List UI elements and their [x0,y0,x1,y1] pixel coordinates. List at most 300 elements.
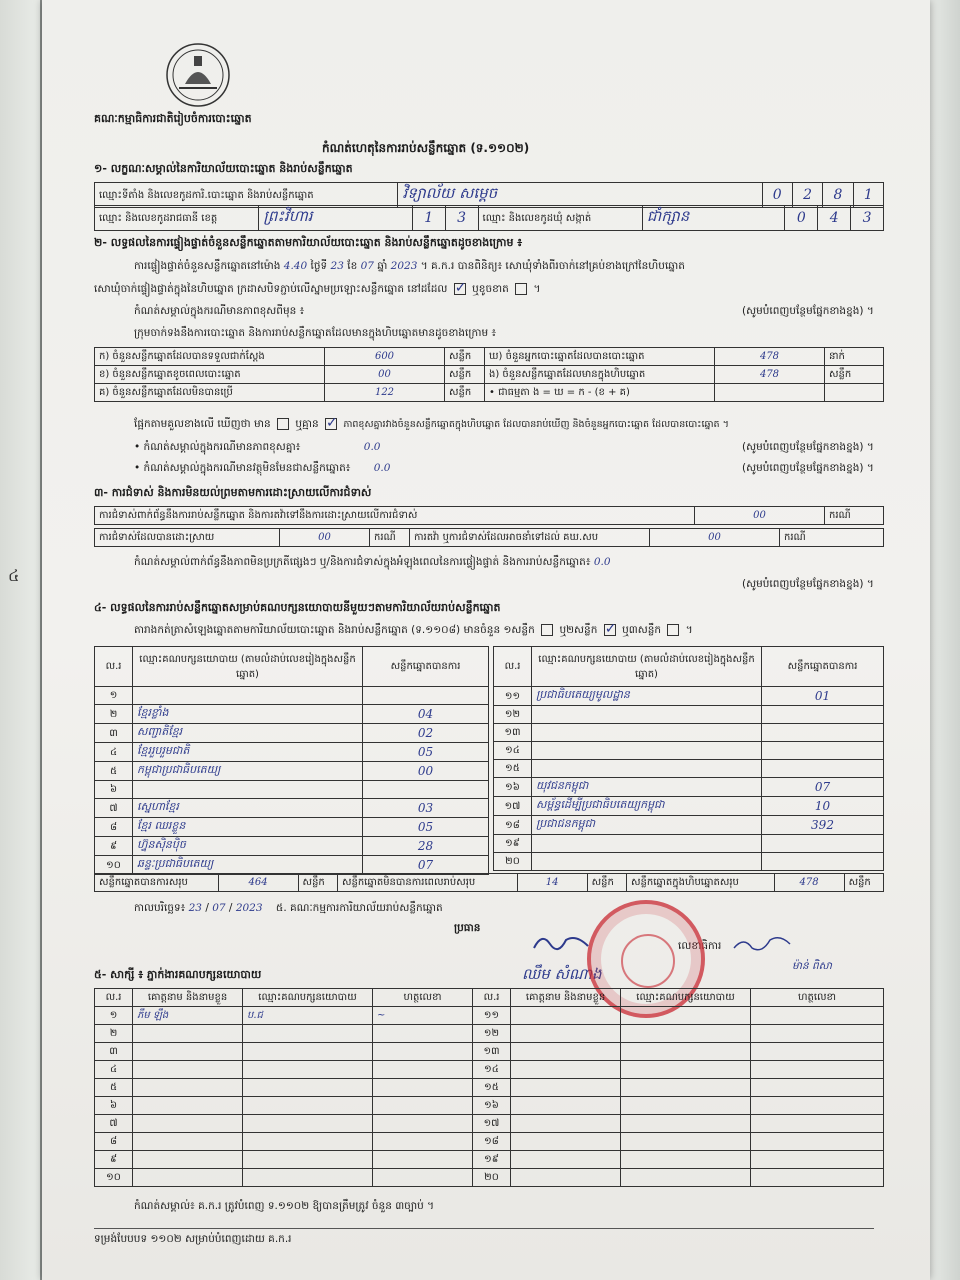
objection-value: 00 [695,507,825,525]
objection-unit: ករណី [825,507,884,525]
table-row [95,762,489,781]
witness-party [621,1079,751,1097]
station-digit: 8 [823,183,853,208]
witness-signature [373,1169,473,1187]
party-name: ខ្មែររួបរួមជាតិ [133,743,363,762]
damaged-checkbox [515,283,527,295]
appeal-label: ការតវ៉ា ឬការជំទាស់ដែលអាចនាំទៅដល់ គឃ.សប [410,529,650,547]
appeal-unit: ករណី [780,529,884,547]
witness-number: ១២ [473,1025,511,1043]
form-footer: ទម្រង់បែបបទ ១១០២ សម្រាប់បំពេញដោយ គ.ក.រ [94,1228,874,1248]
party-number: ១៦ [494,778,532,797]
witness-signature [751,1133,884,1151]
party-name: យុវជនកម្ពុជា [532,778,762,797]
intact-checkbox [454,283,466,295]
table-row [95,1115,884,1133]
witness-signature [373,1097,473,1115]
witness-party [621,1169,751,1187]
party-number: ១ [95,687,133,705]
witness-name [511,1061,621,1079]
ballot-label: ឃ) ចំនួនអ្នកបោះឆ្នោតដែលបានបោះឆ្នោត [485,348,715,366]
witness-signature: ~ [373,1007,473,1025]
ballot-unit: សន្លឹក [445,384,485,402]
witness-name [511,1133,621,1151]
table-row [494,706,884,724]
table-row [494,760,884,778]
table-row [95,1079,884,1097]
party-number: ១៨ [494,816,532,835]
resolved-unit: ករណី [370,529,410,547]
witness-name [511,1025,621,1043]
table-row [494,778,884,797]
seal-text: សោឃុំចាក់ផ្ទៀងផ្ទាត់ក្នុងនៃហិបឆ្នោត ក្រដាសបិទភ្ជាប់លើស្នាមប្រឡោះសន្លឹកឆ្នោត នៅដដែល [94,283,448,295]
verify-text: ខែ [347,260,358,272]
totals-table [94,873,884,892]
party-number: ២ [95,705,133,724]
total-valid-label: សន្លឹកឆ្នោតបានការសរុប [95,874,219,892]
col-party: ឈ្មោះគណបក្សនយោបាយ (តាមលំដាប់លេខរៀងក្នុងសន្លឹកឆ្នោត) [532,647,762,687]
province-label: ឈ្មោះ និងលេខកូដរាជធានី ខេត្ត [95,206,259,231]
witness-name [511,1097,621,1115]
party-number: ៧ [95,799,133,818]
total-box: 478 [774,874,844,892]
ballot-count-table [94,347,884,402]
party-votes [762,742,884,760]
bullet1-value: 0.0 [363,441,381,453]
ballot-unit [825,384,884,402]
unit: សន្លឹក [844,874,883,892]
chair-label: ប្រធាន [454,922,481,934]
verify-text: ការផ្ទៀងផ្ទាត់ចំនួនសន្លឹកឆ្នោតនៅម៉ោង [134,260,281,272]
party-votes: 10 [762,797,884,816]
station-label: ឈ្មោះទីតាំង និងលេខកូដការិ.បោះឆ្នោត និងរាប់សន្លឹកឆ្នោត [95,183,398,208]
party-votes: 01 [762,687,884,706]
party-votes [762,835,884,853]
ballot-unit: សន្លឹក [445,348,485,366]
party-number: ៨ [95,818,133,837]
party-number: ៤ [95,743,133,762]
sheet3-text: ឬ៣សន្លឹក [622,624,662,636]
witness-number: ១៦ [473,1097,511,1115]
witness-name [133,1043,243,1061]
table-row [95,743,489,762]
party-name: សម្ព័ន្ធដើម្បីប្រជាធិបតេយ្យកម្ពុជា [532,797,762,816]
party-number: ១៩ [494,835,532,853]
party-votes: 07 [762,778,884,797]
col-no: ល.រ [473,989,511,1007]
total-box-label: សន្លឹកឆ្នោតក្នុងហិបឆ្នោតសរុប [626,874,774,892]
ballot-value: 600 [325,348,445,366]
diff-tail: ភាពខុសគ្នារវាងចំនួនសន្លឹកឆ្នោតក្នុងហិបឆ្នោត ដែលបានរាប់ឃើញ និងចំនួនអ្នកបោះឆ្នោត ដែលបានបោះឆ្នោត ។ [343,419,729,430]
party-votes: 07 [363,856,489,875]
unit: សន្លឹក [587,874,626,892]
witness-name [133,1061,243,1079]
station-digit: 1 [853,183,883,208]
witness-number: ២ [95,1025,133,1043]
objection-table-2 [94,528,884,547]
table-row [494,724,884,742]
table-row [494,853,884,871]
col-no: ល.រ [494,647,532,687]
party-name [133,781,363,799]
ballot-row [95,384,884,402]
commune-label: ឈ្មោះ និងលេខកូដឃុំ សង្កាត់ [478,206,642,231]
party-votes [762,724,884,742]
date-label: កាលបរិច្ឆេទ៖ [134,902,186,914]
party-name: សញ្ជាតិខ្មែរ [133,724,363,743]
table-row [494,797,884,816]
table-row [95,1007,884,1025]
bullet1-line [134,441,380,456]
witness-party: ប.ជ [243,1007,373,1025]
witness-signature [373,1025,473,1043]
witness-name [133,1169,243,1187]
bullet1-text: • កំណត់សម្គាល់ក្នុងករណីមានភាពខុសគ្នា៖ [134,441,301,453]
witness-signature [373,1079,473,1097]
witness-name [133,1151,243,1169]
ballot-label: ក) ចំនួនសន្លឹកឆ្នោតដែលបានទទួលជាក់ស្តែង [95,348,325,366]
witness-signature [751,1097,884,1115]
note-hint: (សូមបំពេញបន្ថែមផ្នែកខាងខ្នង) ។ [742,305,874,317]
party-name [532,742,762,760]
witness-signature [373,1115,473,1133]
section4-title: ៤- លទ្ធផលនៃការរាប់សន្លឹកឆ្នោតសម្រាប់គណបក្សនយោបាយនីមួយៗតាមការិយាល័យរាប់សន្លឹកឆ្នោត [94,601,501,614]
witness-signature [751,1061,884,1079]
date-line: កាលបរិច្ឆេទ៖ 23 / 07 / 2023 ៥. គណៈកម្មការការិយាល័យរាប់សន្លឹកឆ្នោត [134,902,443,914]
witness-name [511,1079,621,1097]
witness-number: ៤ [95,1061,133,1079]
party-name: កម្ពុជាប្រជាធិបតេយ្យ [133,762,363,781]
commune-digit: 0 [785,206,818,231]
party-number: ១៥ [494,760,532,778]
ballot-row [95,348,884,366]
province-digit: 1 [412,206,445,231]
org-name: គណៈកម្មាធិការជាតិរៀបចំការបោះឆ្នោត [94,112,252,125]
witness-number: ៣ [95,1043,133,1061]
col-votes: សន្លឹកឆ្នោតបានការ [762,647,884,687]
witness-signature [751,1115,884,1133]
verify-year: 2023 [390,260,418,272]
party-number: ១៧ [494,797,532,816]
party-number: ១១ [494,687,532,706]
witness-name [511,1043,621,1061]
resolved-label: ការជំទាស់ដែលបានដោះស្រាយ [95,529,280,547]
ballot-label: ង) ចំនួនសន្លឹកឆ្នោតដែលមានក្នុងហិបឆ្នោត [485,366,715,384]
table-row [95,1061,884,1079]
witness-number: ៧ [95,1115,133,1133]
ballot-value: 478 [715,348,825,366]
witness-party [243,1025,373,1043]
witness-party [243,1079,373,1097]
ballot-unit: សន្លឹក [445,366,485,384]
witness-party [621,1151,751,1169]
witness-name [511,1169,621,1187]
damaged-text: ឬខូចខាត [472,283,509,295]
party-votes: 00 [363,762,489,781]
witness-party [243,1097,373,1115]
witness-number: ១០ [95,1169,133,1187]
table-row [95,837,489,856]
irregularity-text: កំណត់សម្គាល់ពាក់ព័ន្ធនឹងភាពមិនប្រក្រតីផ្សេងៗ ឬ/និងការជំទាស់ក្នុងអំឡុងពេលនៃការផ្ទៀងផ្ទាត់ និងការរាប់សន្លឹកឆ្នោត៖ [134,556,591,568]
party-votes [762,853,884,871]
witness-party [243,1043,373,1061]
party-name: ហ្វ៊ុនស៊ិនប៉ិច [133,837,363,856]
table-row [95,724,489,743]
ballot-value [715,384,825,402]
margin-mark: ៤ [8,566,20,585]
tally-intro: តារាងកត់ត្រាសំឡេងឆ្នោតតាមការិយាល័យបោះឆ្នោត និងរាប់សន្លឹកឆ្នោត (ទ.១១០៨) មានចំនួន ១សន្លឹក [134,624,535,636]
footnote: កំណត់សម្គាល់៖ គ.ក.រ ត្រូវបំពេញ ទ.១១០២ ឱ្យបានត្រឹមត្រូវ ចំនួន ៣ច្បាប់ ។ [134,1200,435,1212]
irregularity-value: 0.0 [593,556,611,568]
irregularity-note: (សូមបំពេញបន្ថែមផ្នែកខាងខ្នង) ។ [742,578,874,590]
witness-signature [373,1061,473,1079]
province-digit: 3 [445,206,478,231]
witness-party [243,1151,373,1169]
ballot-value: 122 [325,384,445,402]
commune-digit: 4 [818,206,851,231]
form-sheet [42,0,930,1280]
diff-text: ផ្អែកតាមគួលខាងលើ ឃើញថា មាន [134,418,271,430]
section1-table-row2 [94,205,884,231]
party-votes: 05 [363,743,489,762]
bullet1-note: (សូមបំពេញបន្ថែមផ្នែកខាងខ្នង) ។ [742,441,874,453]
party-number: ៥ [95,762,133,781]
chair-signature [532,930,592,954]
party-number: ២០ [494,853,532,871]
witness-name [133,1079,243,1097]
witness-number: ១១ [473,1007,511,1025]
witness-name [133,1115,243,1133]
witness-party [243,1133,373,1151]
witness-party [621,1007,751,1025]
table-row [95,799,489,818]
diff-yes-checkbox [277,418,289,430]
diff-no-checkbox [325,418,337,430]
note-line [134,305,304,320]
witness-signature [373,1151,473,1169]
bullet2-value: 0.0 [373,462,391,474]
table-row [95,1151,884,1169]
witness-party [243,1061,373,1079]
sheet3-checkbox [667,624,679,636]
col-party: ឈ្មោះគណបក្សនយោបាយ [621,989,751,1007]
province-value: ព្រះវិហារ [259,206,412,231]
col-no: ល.រ [95,647,133,687]
objection-label: ការជំទាស់ពាក់ព័ន្ធនឹងការរាប់សន្លឹកឆ្នោត និងការតវ៉ាទៅនឹងការដោះស្រាយលើការជំទាស់ [95,507,695,525]
note-text: កំណត់សម្គាល់ក្នុងករណីមានភាពខុសពីមុន ៖ [134,305,305,317]
table-row [95,687,489,705]
emblem-icon [165,42,231,108]
table-row [95,1025,884,1043]
witness-signature [751,1043,884,1061]
party-number: ១០ [95,856,133,875]
section5-title: ៥- សាក្សី ៖ ភ្នាក់ងារគណបក្សនយោបាយ [94,968,262,981]
unit: សន្លឹក [298,874,337,892]
witness-name: ភឹម ឡឹង [133,1007,243,1025]
secretary-signature-name: ម៉ាន់ ពិសា [792,960,832,972]
table-row [494,687,884,706]
witness-party [621,1097,751,1115]
party-votes: 03 [363,799,489,818]
witness-signature [373,1043,473,1061]
table-row [494,742,884,760]
sheet2-text: ឬ២សន្លឹក [559,624,598,636]
witness-number: ១ [95,1007,133,1025]
total-invalid-label: សន្លឹកឆ្នោតមិនបានការពេលរាប់សរុប [337,874,517,892]
table-row [95,1097,884,1115]
party-votes: 04 [363,705,489,724]
bullet2-text: • កំណត់សម្គាល់ក្នុងករណីមានវត្ថុមិនមែនជាសន្លឹកឆ្នោត៖ [134,462,351,474]
party-name: ខ្មែរខ្លាំង [133,705,363,724]
party-name: ស្នេហាខ្មែរ [133,799,363,818]
witness-party [243,1169,373,1187]
witness-number: ១៤ [473,1061,511,1079]
results-table-right [493,646,884,871]
col-no: ល.រ [95,989,133,1007]
chair-signature-name: ឈឹម សំណាង [522,965,602,983]
witness-number: ៨ [95,1133,133,1151]
party-votes: 02 [363,724,489,743]
station-digit: 2 [792,183,822,208]
table-row [95,781,489,799]
party-name: ខ្មែរ ឈរខ្លួន [133,818,363,837]
ballot-unit: សន្លឹក [825,366,884,384]
table-row [95,1133,884,1151]
table-row [95,856,489,875]
table-row [95,1169,884,1187]
table-row [95,705,489,724]
appeal-value: 00 [650,529,780,547]
station-digit: 0 [762,183,792,208]
party-votes: 05 [363,818,489,837]
party-votes [363,687,489,705]
party-number: ១៤ [494,742,532,760]
witness-signature [751,1007,884,1025]
party-name [133,687,363,705]
col-sign: ហត្ថលេខា [751,989,884,1007]
party-number: ៦ [95,781,133,799]
party-number: ១៣ [494,724,532,742]
witness-party [621,1043,751,1061]
table-row [494,816,884,835]
results-table-left [94,646,489,875]
col-votes: សន្លឹកឆ្នោតបានការ [363,647,489,687]
date-day: 23 [188,902,202,914]
witness-number: ៩ [95,1151,133,1169]
table-row [494,835,884,853]
ballot-value: 478 [715,366,825,384]
table-row [95,1043,884,1061]
witness-party [621,1115,751,1133]
witness-number: ១៩ [473,1151,511,1169]
party-votes: 392 [762,816,884,835]
objection-table [94,506,884,525]
party-votes [762,760,884,778]
witness-name [133,1097,243,1115]
witness-name [511,1115,621,1133]
party-name [532,706,762,724]
committee-label: ៥. គណៈកម្មការការិយាល័យរាប់សន្លឹកឆ្នោត [275,902,443,914]
ballot-unit: នាក់ [825,348,884,366]
witness-party [621,1061,751,1079]
party-votes [363,781,489,799]
col-name: គោត្តនាម និងនាមខ្លួន [133,989,243,1007]
ballot-row [95,366,884,384]
total-invalid: 14 [517,874,587,892]
witness-table [94,988,884,1187]
witness-party [621,1025,751,1043]
tally-intro-line: តារាងកត់ត្រាសំឡេងឆ្នោតតាមការិយាល័យបោះឆ្នោត និងរាប់សន្លឹកឆ្នោត (ទ.១១០៨) មានចំនួន ១សន្លឹក ឬ២សន្លឹក ✓ ឬ៣សន្លឹក ។ [134,624,693,639]
witness-number: ៥ [95,1079,133,1097]
sheet2-checkbox [604,624,616,636]
verify-text: ថ្ងៃទី [310,260,328,272]
party-number: ១២ [494,706,532,724]
diff-line [134,418,729,433]
witness-party [621,1133,751,1151]
party-votes [762,706,884,724]
party-name [532,853,762,871]
witness-number: ១៨ [473,1133,511,1151]
party-name [532,724,762,742]
verify-line [134,260,685,275]
col-party: ឈ្មោះគណបក្សនយោបាយ (តាមលំដាប់លេខរៀងក្នុងសន្លឹកឆ្នោត) [133,647,363,687]
col-party: ឈ្មោះគណបក្សនយោបាយ [243,989,373,1007]
section1-title: ១- លក្ខណៈសម្គាល់នៃការិយាល័យបោះឆ្នោត និងរាប់សន្លឹកឆ្នោត [94,162,353,175]
witness-name [511,1007,621,1025]
party-number: ៩ [95,837,133,856]
ballot-intro: ក្រុមចាក់ទងនឹងការបោះឆ្នោត និងការរាប់សន្លឹកឆ្នោតដែលមានក្នុងហិបឆ្នោតមានដូចខាងក្រោម ៖ [134,327,497,339]
bullet2-line [134,462,390,477]
party-name [532,760,762,778]
station-value: វិទ្យាល័យ សម្តេច [398,183,762,208]
date-month: 07 [212,902,226,914]
party-name [532,835,762,853]
witness-name [133,1133,243,1151]
irregularity-line [134,556,611,571]
wall-left [0,0,40,1280]
col-name: គោត្តនាម និងនាមខ្លួន [511,989,621,1007]
ballot-label: • ជាធម្មតា ង = ឃ = ក - (ខ + គ) [485,384,715,402]
verify-text: ឆ្នាំ [377,260,388,272]
witness-signature [751,1151,884,1169]
witness-signature [751,1169,884,1187]
witness-signature [751,1025,884,1043]
diff-no-text: ឬគ្មាន [295,418,319,430]
witness-party [243,1115,373,1133]
verify-day: 23 [330,260,344,272]
witness-signature [373,1133,473,1151]
section2-title: ២- លទ្ធផលនៃការផ្ទៀងផ្ទាត់ចំនួនសន្លឹកឆ្នោតតាមការិយាល័យបោះឆ្នោត និងរាប់សន្លឹកឆ្នោតដូចខាងក្រោម ៖ [94,236,523,249]
commune-value: ជាំក្សាន [642,206,784,231]
ballot-label: ខ) ចំនួនសន្លឹកឆ្នោតខូចពេលបោះឆ្នោត [95,366,325,384]
ballot-value: 00 [325,366,445,384]
section3-title: ៣- ការជំទាស់ និងការមិនយល់ព្រមតាមការដោះស្រាយលើការជំទាស់ [94,486,372,499]
sheet1-checkbox [541,624,553,636]
witness-number: ២០ [473,1169,511,1187]
verify-month: 07 [360,260,374,272]
verify-time: 4.40 [283,260,308,272]
party-name: ឆន្ទៈប្រជាធិបតេយ្យ [133,856,363,875]
party-votes: 28 [363,837,489,856]
secretary-label: លេខាធិការ [678,940,722,952]
witness-name [511,1151,621,1169]
witness-number: ១៣ [473,1043,511,1061]
witness-number: ៦ [95,1097,133,1115]
witness-number: ១៥ [473,1079,511,1097]
secretary-signature [732,932,792,956]
ballot-label: គ) ចំនួនសន្លឹកឆ្នោតដែលមិនបានប្រើ [95,384,325,402]
page-title: កំណត់ហេតុនៃការរាប់សន្លឹកឆ្នោត (ទ.១១០២) [322,141,530,155]
